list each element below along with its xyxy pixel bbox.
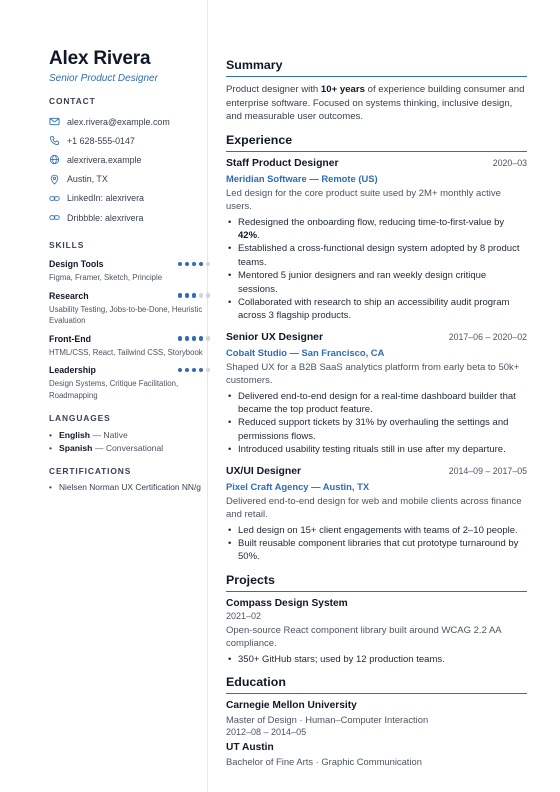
skill-desc: Design Systems, Critique Facilitation, Roadmapping <box>49 379 179 400</box>
skill-rating <box>178 262 210 267</box>
job-bullet: • Delivered end-to-end design for a real-time dashboard builder that became the top product feature. <box>228 390 516 416</box>
rating-dot <box>178 262 183 267</box>
rating-dot <box>178 293 183 298</box>
education-item <box>226 742 527 767</box>
education-degree: Master of Design · Human–Computer Interaction <box>226 713 429 725</box>
certifications-heading: CERTIFICATIONS <box>49 466 132 477</box>
language-name: Spanish <box>59 442 93 453</box>
language-item: • English — Native <box>49 430 128 441</box>
education-dates: 2012–08 – 2014–05 <box>226 726 307 737</box>
rating-dot <box>199 293 204 298</box>
job-dates: 2020–03 <box>492 157 527 168</box>
job-company: Pixel Craft Agency — Austin, TX <box>226 480 370 492</box>
rating-dot <box>206 293 211 298</box>
skill-rating <box>178 368 210 373</box>
rating-dot <box>178 368 183 373</box>
link-icon <box>49 212 60 223</box>
job-bullet: • Established a cross-functional design system adopted by 8 product teams. <box>228 243 520 268</box>
language-level: Conversational <box>105 442 164 453</box>
contact-location <box>49 170 207 189</box>
skill-name: Design Tools <box>49 259 104 270</box>
contact-phone[interactable] <box>49 131 207 150</box>
mail-icon <box>49 116 60 127</box>
link-icon <box>49 193 60 204</box>
job-entry <box>226 466 527 564</box>
summary-text: Product designer with 10+ years of experience building consumer and enterprise software. Focused on systems thinking, inclusive design, and measurable user outcomes. <box>226 84 525 123</box>
job-bullet: • Built reusable component libraries that cut prototype turnaround by 50%. <box>228 537 519 563</box>
contact-list <box>49 112 207 227</box>
project-desc: Open-source React component library built around WCAG 2.2 AA compliance. <box>226 624 502 650</box>
project-date: 2021–02 <box>226 610 262 621</box>
projects-section <box>226 573 527 666</box>
skill-name: Leadership <box>49 365 96 376</box>
phone-icon <box>49 135 60 146</box>
contact-dribbble[interactable] <box>49 208 207 227</box>
rating-dot <box>206 368 211 373</box>
candidate-role: Senior Product Designer <box>49 73 158 84</box>
skills-list <box>49 259 207 401</box>
rating-dot <box>192 293 197 298</box>
summary-heading: Summary <box>226 58 527 77</box>
rating-dot <box>192 336 197 341</box>
rating-dot <box>192 368 197 373</box>
language-level: Native <box>103 430 128 441</box>
candidate-name: Alex Rivera <box>49 48 151 69</box>
certification-item: • Nielsen Norman UX Certification NN/g <box>49 482 201 493</box>
contact-dribbble-text: Dribbble: alexrivera <box>67 212 144 223</box>
job-bullet: • Led design on 15+ client engagements with teams of 2–10 people. <box>228 524 518 536</box>
education-school: UT Austin <box>226 741 274 753</box>
skill-name: Front-End <box>49 333 92 344</box>
rating-dot <box>178 336 183 341</box>
experience-section <box>226 133 527 564</box>
rating-dot <box>199 262 204 267</box>
job-desc: Delivered end-to-end design for web and mobile clients across finance and retail. <box>226 495 522 521</box>
contact-website-text: alexrivera.example <box>67 154 142 165</box>
languages-list <box>49 429 207 454</box>
rating-dot <box>185 293 190 298</box>
skill-item <box>49 291 207 327</box>
job-bullet: • Collaborated with research to ship an accessibility audit program across 3 flagship products. <box>228 297 510 322</box>
education-degree: Bachelor of Fine Arts · Graphic Communication <box>226 755 422 767</box>
job-desc: Shaped UX for a B2B SaaS analytics platform from early beta to 50k+ customers. <box>226 361 520 387</box>
skill-rating <box>178 293 210 298</box>
certifications-list <box>49 482 207 494</box>
rating-dot <box>206 336 211 341</box>
job-title: Staff Product Designer <box>226 157 339 169</box>
skill-desc: Usability Testing, Jobs-to-be-Done, Heuristic Evaluation <box>49 304 203 326</box>
skill-desc: HTML/CSS, React, Tailwind CSS, Storybook <box>49 347 203 357</box>
globe-icon <box>49 154 60 165</box>
experience-heading: Experience <box>226 133 527 152</box>
job-title: UX/UI Designer <box>226 465 302 477</box>
contact-phone-text: +1 628-555-0147 <box>67 135 135 146</box>
job-bullet: • Introduced usability testing rituals still in use after my departure. <box>228 444 506 456</box>
education-item <box>226 700 527 737</box>
contact-website[interactable] <box>49 150 207 169</box>
sidebar <box>0 0 208 792</box>
contact-linkedin[interactable] <box>49 189 207 208</box>
project-bullet: • 350+ GitHub stars; used by 12 production teams. <box>228 653 445 665</box>
jobs-list <box>226 158 527 564</box>
education-heading: Education <box>226 675 527 694</box>
rating-dot <box>199 368 204 373</box>
contact-email[interactable] <box>49 112 207 131</box>
languages-heading: LANGUAGES <box>49 413 111 424</box>
projects-heading: Projects <box>226 573 527 592</box>
job-desc: Led design for the core product suite used by 2M+ monthly active users. <box>226 187 501 213</box>
contact-email-text: alex.rivera@example.com <box>67 116 170 127</box>
skills-heading: SKILLS <box>49 240 85 251</box>
skill-name: Research <box>49 290 89 301</box>
education-section <box>226 675 527 767</box>
rating-dot <box>185 336 190 341</box>
location-pin-icon <box>49 174 60 185</box>
job-dates: 2017–06 – 2020–02 <box>448 331 527 342</box>
contact-location-text: Austin, TX <box>67 174 108 185</box>
skill-item <box>49 334 207 359</box>
rating-dot <box>185 262 190 267</box>
job-company: Cobalt Studio — San Francisco, CA <box>226 346 385 358</box>
job-bullet: • Reduced support tickets by 31% by overhauling the settings and permissions flows. <box>228 417 509 442</box>
rating-dot <box>192 262 197 267</box>
skill-item <box>49 259 207 284</box>
education-school: Carnegie Mellon University <box>226 699 357 711</box>
language-name: English <box>59 430 91 441</box>
project-name: Compass Design System <box>226 597 348 609</box>
contact-linkedin-text: LinkedIn: alexrivera <box>67 193 144 204</box>
job-entry <box>226 158 527 323</box>
job-company: Meridian Software — Remote (US) <box>226 172 378 184</box>
skill-rating <box>178 336 210 341</box>
summary-section <box>226 58 527 124</box>
job-bullet: • Mentored 5 junior designers and ran weekly design critique sessions. <box>228 270 487 295</box>
skill-item <box>49 365 207 401</box>
job-entry <box>226 332 527 457</box>
skill-desc: Figma, Framer, Sketch, Principle <box>49 273 163 283</box>
certification-text: Nielsen Norman UX Certification NN/g <box>59 482 201 493</box>
main-content <box>226 58 527 767</box>
rating-dot <box>199 336 204 341</box>
contact-heading: CONTACT <box>49 96 96 106</box>
job-title: Senior UX Designer <box>226 331 324 343</box>
job-bullet: • Redesigned the onboarding flow, reducing time-to-first-value by 42%. <box>228 216 505 241</box>
rating-dot <box>206 262 211 267</box>
language-item: • Spanish — Conversational <box>49 442 164 453</box>
rating-dot <box>185 368 190 373</box>
job-dates: 2014–09 – 2017–05 <box>448 465 527 476</box>
